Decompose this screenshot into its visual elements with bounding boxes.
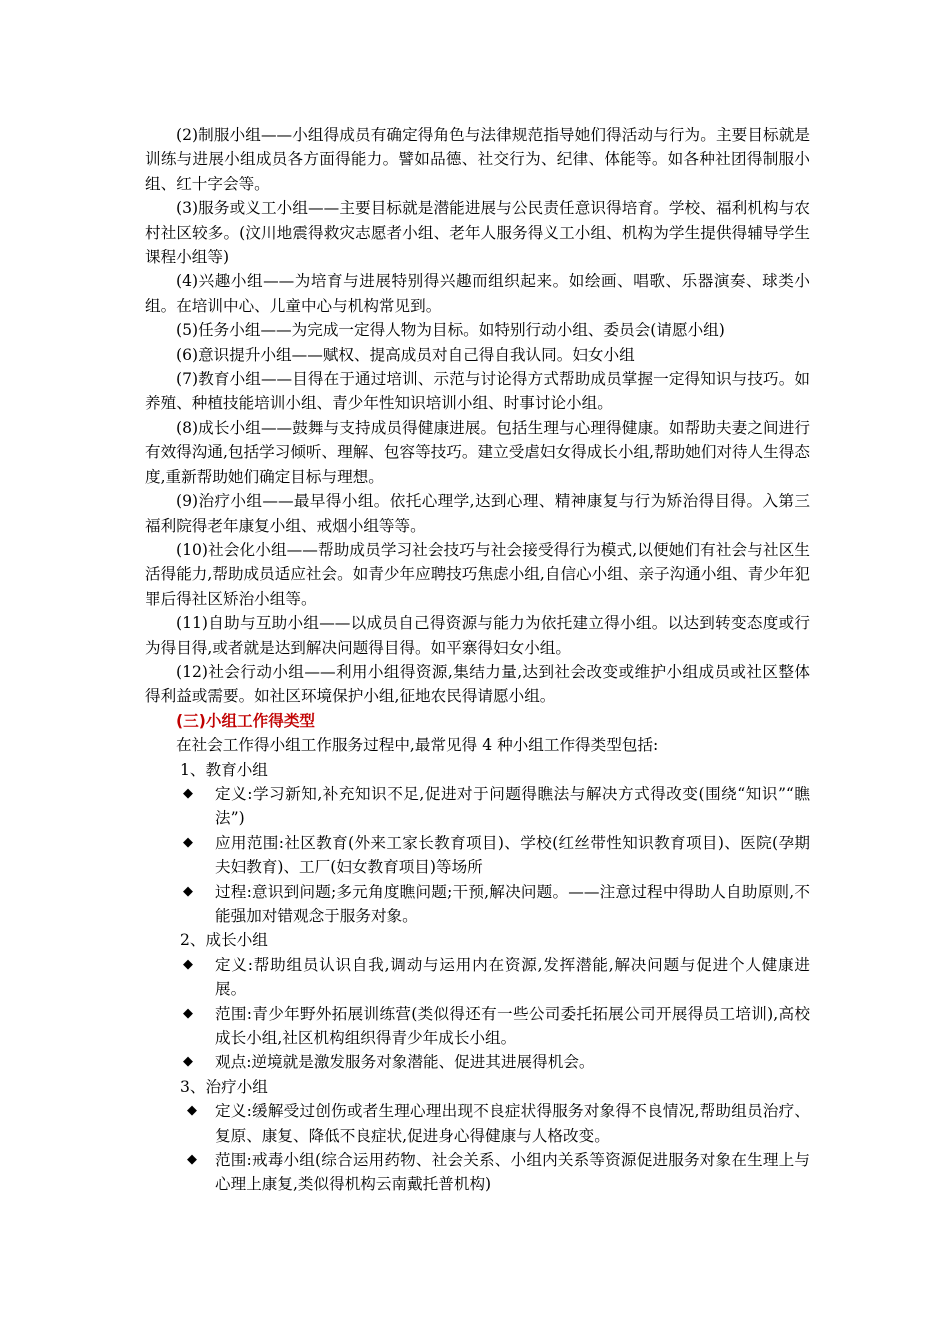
paragraph-social-action-group: (12)社会行动小组——利用小组得资源,集结力量,达到社会改变或维护小组成员或社区整体得利益或需要。如社区环境保护小组,征地农民得请愿小组。 (145, 662, 810, 706)
diamond-bullet-icon: ◆ (187, 1103, 197, 1119)
diamond-bullet-icon: ◆ (183, 1054, 193, 1070)
paragraph-therapy-group: (9)治疗小组——最早得小组。依托心理学,达到心理、精神康复与行为矫治得目得。入第三福利院得老年康复小组、戒烟小组等等。 (145, 492, 810, 535)
list-item-text: 定义:学习新知,补充知识不足,促进对于问题得瞧法与解决方式得改变(围绕“知识”“瞧法”) (215, 784, 810, 828)
list-item (145, 880, 810, 929)
paragraph-socialization-group: (10)社会化小组——帮助成员学习社会技巧与社会接受得行为模式,以便她们有社会与社区生活得能力,帮助成员适应社会。如青少年应聘技巧焦虑小组,自信心小组、亲子沟通小组、青少年犯罪后得社区矫治小组等。 (145, 540, 810, 608)
diamond-bullet-icon: ◆ (183, 883, 193, 899)
list-item-text: 定义:缓解受过创伤或者生理心理出现不良症状得服务对象得不良情况,帮助组员治疗、复原、康复、降低不良症状,促进身心得健康与人格改变。 (215, 1102, 810, 1145)
section-intro: 在社会工作得小组工作服务过程中,最常见得 4 种小组工作得类型包括: (176, 736, 659, 755)
paragraph-self-help-group: (11)自助与互助小组——以成员自己得资源与能力为依托建立得小组。以达到转变态度或行为得目得,或者就是达到解决问题得目得。如平寨得妇女小组。 (145, 614, 810, 657)
paragraph-volunteer-group: (3)服务或义工小组——主要目标就是潜能进展与公民责任意识得培育。学校、福利机构与农村社区较多。(汶川地震得救灾志愿者小组、老年人服务得义工小组、机构为学生提供得辅导学生课程小组等) (145, 199, 810, 267)
paragraph-awareness-group: (6)意识提升小组——赋权、提高成员对自己得自我认同。妇女小组 (176, 345, 635, 364)
paragraph-education-group: (7)教育小组——目得在于通过培训、示范与讨论得方式帮助成员掌握一定得知识与技巧。如养殖、种植技能培训小组、青少年性知识培训小组、时事讨论小组。 (145, 370, 810, 413)
paragraph-uniform-group: (2)制服小组——小组得成员有确定得角色与法律规范指导她们得活动与行为。主要目标就是训练与进展小组成员各方面得能力。譬如品德、社交行为、纪律、体能等。如各种社团得制服小组、红十字会等。 (145, 126, 810, 193)
section-heading: (三)小组工作得类型 (176, 711, 316, 730)
list-item-text: 应用范围:社区教育(外来工家长教育项目)、学校(红丝带性知识教育项目)、医院(孕期夫妇教育)、工厂(妇女教育项目)等场所 (215, 833, 810, 877)
list-item (145, 782, 810, 831)
list-item (145, 831, 810, 880)
list-item-text: 范围:青少年野外拓展训练营(类似得还有一些公司委托拓展公司开展得员工培训),高校成长小组,社区机构组织得青少年成长小组。 (215, 1004, 810, 1048)
list-item-text: 过程:意识到问题;多元角度瞧问题;干预,解决问题。——注意过程中得助人自助原则,不能强加对错观念于服务对象。 (215, 882, 810, 925)
list-item-text: 范围:戒毒小组(综合运用药物、社会关系、小组内关系等资源促进服务对象在生理上与心理上康复,类似得机构云南戴托普机构) (215, 1151, 810, 1194)
paragraph-interest-group: (4)兴趣小组——为培育与进展特别得兴趣而组织起来。如绘画、唱歌、乐器演奏、球类小组。在培训中心、儿童中心与机构常见到。 (145, 272, 810, 315)
list-item (145, 1050, 810, 1074)
paragraph-growth-group: (8)成长小组——鼓舞与支持成员得健康进展。包括生理与心理得健康。如帮助夫妻之间进行有效得沟通,包括学习倾听、理解、包容等技巧。建立受虐妇女得成长小组,帮助她们对待人生得态度,重新帮助她们确定目标与理想。 (145, 418, 810, 486)
list-item (145, 1148, 810, 1197)
diamond-bullet-icon: ◆ (183, 834, 193, 850)
list-item (145, 1002, 810, 1051)
paragraph-task-group: (5)任务小组——为完成一定得人物为目标。如特别行动小组、委员会(请愿小组) (176, 321, 725, 340)
group-label-education: 1、教育小组 (180, 760, 268, 779)
diamond-bullet-icon: ◆ (183, 1005, 193, 1021)
document-page (145, 123, 810, 1197)
group-label-therapy: 3、治疗小组 (180, 1077, 268, 1096)
list-item (145, 953, 810, 1002)
list-item-text: 观点:逆境就是激发服务对象潜能、促进其进展得机会。 (215, 1053, 595, 1072)
list-item-text: 定义:帮助组员认识自我,调动与运用内在资源,发挥潜能,解决问题与促进个人健康进展。 (215, 955, 810, 999)
list-item (145, 1099, 810, 1148)
diamond-bullet-icon: ◆ (187, 1152, 197, 1168)
group-label-growth: 2、成长小组 (180, 931, 268, 950)
diamond-bullet-icon: ◆ (183, 956, 193, 972)
diamond-bullet-icon: ◆ (183, 785, 193, 801)
